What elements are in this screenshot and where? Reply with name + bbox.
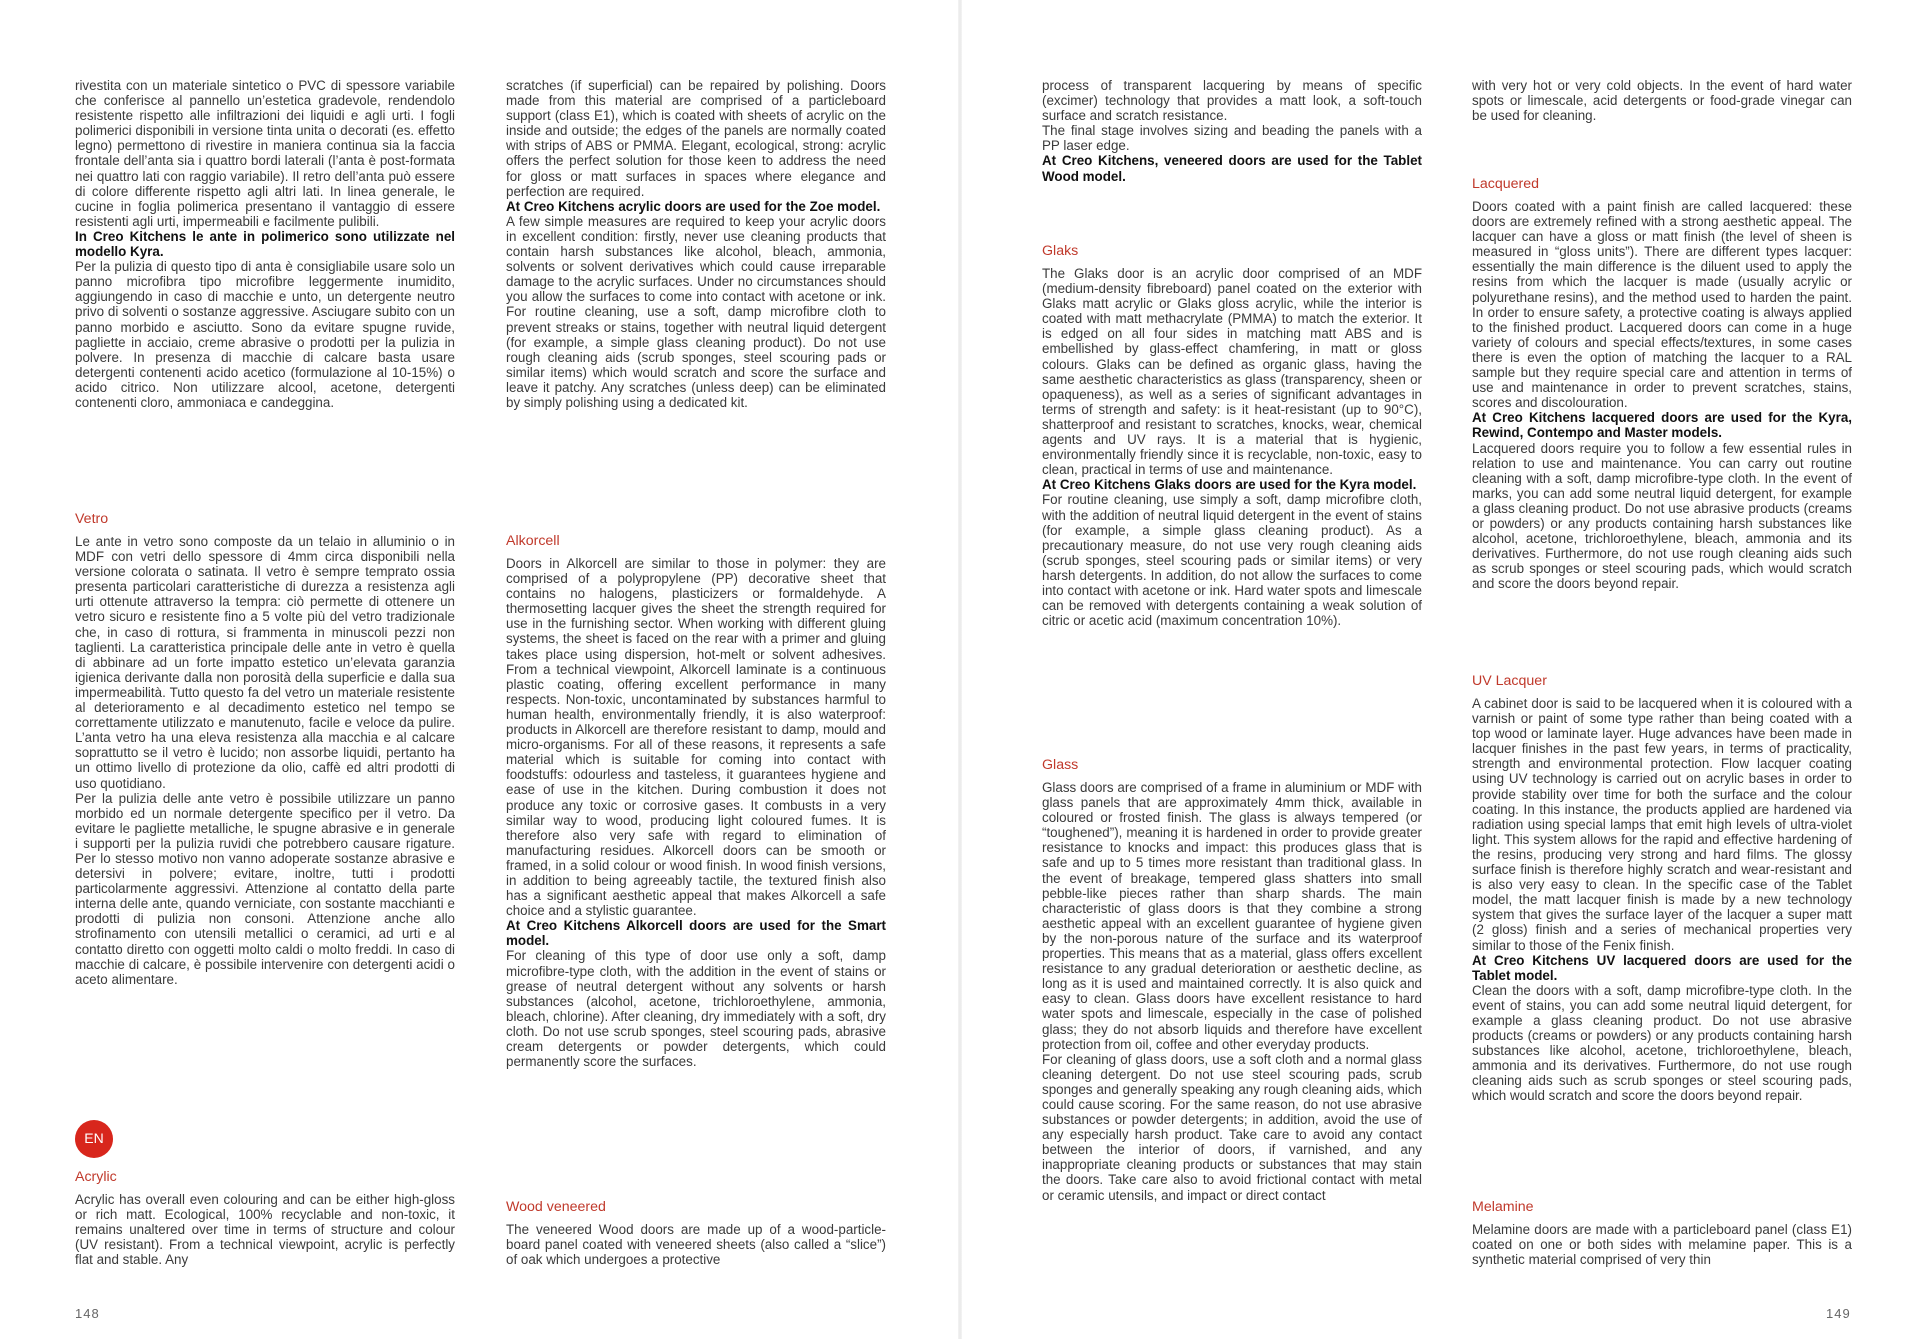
- paragraph: Acrylic has overall even colouring and can be either high-gloss or rich matt. Ecological, 100% recyclable and non-toxic, it remains unaltered over time in terms of structure and colour (UV resistant). From a technical viewpoint, acrylic is perfectly flat and stable. Any: [75, 1192, 455, 1268]
- paragraph: The final stage involves sizing and beading the panels with a PP laser edge.: [1042, 123, 1422, 154]
- paragraph: with very hot or very cold objects. In the event of hard water spots or limescale, acid detergents or food-grade vinegar can be used for cleaning.: [1472, 78, 1852, 124]
- paragraph: For cleaning of this type of door use only a soft, damp microfibre-type cloth, with the addition in the event of stains or grease of neutral detergent without any solvents or harsh substances (alcohol, acetone, trichloroethylene, ammonia, bleach, chlorine). After cleaning, dry immediately with a soft, dry cloth. Do not use scrub sponges, steel scouring pads, abrasive cream detergents or powder detergents, which could permanently score the surfaces.: [506, 948, 886, 1070]
- language-badge-icon: EN: [75, 1120, 113, 1158]
- paragraph: Clean the doors with a soft, damp microfibre-type cloth. In the event of stains, you can add some neutral liquid detergent, for example a glass cleaning product. Do not use abrasive products (creams or powders) or any products containing harsh substances like alcohol, acetone, trichloroethylene, bleach, ammonia and its derivatives. Furthermore, do not use rough cleaning aids such as scrub sponges or steel scouring pads, which would scratch and score the doors beyond repair.: [1472, 982, 1852, 1104]
- paragraph: process of transparent lacquering by means of specific (excimer) technology that provides a matt look, a soft-touch surface and scratch resistance.: [1042, 78, 1422, 124]
- paragraph: Le ante in vetro sono composte da un telaio in alluminio o in MDF con vetri dello spessore di 4mm circa disponibili nella versione colorata o satinata. Il vetro è sempre temprato ossia presenta particolari caratteristiche di durezza a resistenza agli urti ottenute attraverso la tempra: ciò permette di ottenere un vetro sicuro e resistente fino a 5 volte più del vetro tradizionale che, in caso di rottura, si frammenta in minuscoli pezzi non taglienti. La caratteristica principale delle ante in vetro è quella di abbinare ad un forte impatto estetico un’elevata garanzia igienica derivante dalla non porosità della superficie e dalla sua impermeabilità. Tutto questo fa del vetro un materiale resistente al deterioramento e al decadimento estetico nel tempo se correttamente utilizzato e manutenuto, facile e veloce da pulire. L’anta vetro ha una eleva resistenza alla macchia e al calcare soprattutto se il vetro è lucido; non assorbe liquidi, pertanto ha un ottimo livello di protezione da olio, caffè ed altri prodotti di uso quotidiano.: [75, 534, 455, 791]
- paragraph: The veneered Wood doors are made up of a wood-particle-board panel coated with veneered sheets (also called a “slice”) of oak which undergoes a protective: [506, 1222, 886, 1268]
- vetro-section: [75, 510, 455, 987]
- paragraph: The Glaks door is an acrylic door comprised of an MDF (medium-density fibreboard) panel coated on the exterior with Glaks matt acrylic or Glaks gloss acrylic, while the interior is coated with matt methacrylate (PMMA) to match the exterior. It is edged on all four sides in matching matt ABS and is embellished by glass-effect chamfering, in matt or gloss colours. Glaks can be defined as organic glass, having the same aesthetic characteristics as glass (transparency, sheen or opaqueness), as well as a series of significant advantages in terms of strength and safety: is it heat-resistant (up to 90°C), shatterproof and resistant to scratches, knocks, wear, chemical agents and UV rays. It is a material that is hygienic, environmentally friendly since it is recyclable, non-toxic, easy to clean, practical in terms of use and maintenance.: [1042, 266, 1422, 478]
- glass-continued: [1472, 78, 1852, 123]
- paragraph: Glass doors are comprised of a frame in aluminium or MDF with glass panels that are approximately 4mm thick, available in coloured or frosted finish. The glass is always tempered (or “toughened”), meaning it is hardened in order to provide greater resistance to knocks and impact: this produces glass that is safe and up to 5 times more resistant than traditional glass. In the event of breakage, tempered glass shatters into small pebble-like pieces rather than sharp shards. The main characteristic of glass doors is that they combine a strong aesthetic appeal with an excellent guarantee of hygiene given by the non-porous nature of the surface and its waterproof properties. This means that as a material, glass offers excellent resistance to any gradual deterioration or aesthetic decline, as long as it is used and maintained correctly. It is also quick and easy to clean. Glass doors have excellent resistance to hard water spots and limescale, especially in the case of polished glass; they do not absorb liquids and therefore have excellent protection from oil, coffee and other everyday products.: [1042, 780, 1422, 1052]
- melamine-section: [1472, 1198, 1852, 1267]
- model-note: At Creo Kitchens lacquered doors are used for the Kyra, Rewind, Contempo and Master models.: [1472, 410, 1852, 441]
- section-heading-melamine: Melamine: [1472, 1199, 1534, 1215]
- model-note: In Creo Kitchens le ante in polimerico sono utilizzate nel modello Kyra.: [75, 228, 455, 260]
- model-note: At Creo Kitchens acrylic doors are used for the Zoe model.: [506, 198, 881, 214]
- model-note: At Creo Kitchens, veneered doors are used for the Tablet Wood model.: [1042, 153, 1422, 184]
- paragraph: A few simple measures are required to keep your acrylic doors in excellent condition: firstly, never use cleaning products that contain harsh substances like alcohol, bleach, ammonia, solvents or solvent derivatives which could cause irreparable damage to the acrylic surfaces. Under no circumstances should you allow the surfaces to come into contact with acetone or ink. For routine cleaning, use a soft, damp microfibre cloth to prevent streaks or stains, together with neutral liquid detergent (for example, a simple glass cleaning product). Do not use rough cleaning aids (scrub sponges, steel scouring pads or similar items) which would scratch and score the surface and leave it patchy. Any scratches (unless deep) can be eliminated by simply polishing using a dedicated kit.: [506, 213, 886, 410]
- model-note: At Creo Kitchens Glaks doors are used for the Kyra model.: [1042, 477, 1417, 493]
- uv-lacquer-section: [1472, 672, 1852, 1104]
- right-page: [960, 0, 1920, 1339]
- lacquered-section: [1472, 175, 1852, 591]
- section-heading-acrylic: Acrylic: [75, 1169, 117, 1185]
- paragraph: Doors coated with a paint finish are called lacquered: these doors are extremely refined with a strong aesthetic appeal. The lacquer can have a gloss or matt finish (the level of sheen is measured in “gloss units”). There are different types lacquer: essentially the main difference is the diluent used to apply the resins from which the lacquer is made (usually acrylic or polyurethane resins), and the method used to harden the paint. In order to ensure safety, a protective coating is always applied to the finished product. Lacquered doors can come in a huge variety of colours and special effects/textures, in some cases there is even the option of matching the lacquer to a RAL sample but they require special care and attention in terms of use and maintenance in order to prevent scratches, stains, scores and discolouration.: [1472, 199, 1852, 411]
- section-heading-uv-lacquer: UV Lacquer: [1472, 673, 1547, 689]
- paragraph: Lacquered doors require you to follow a few essential rules in relation to use and maintenance. You can carry out routine cleaning with a soft, damp microfibre-type cloth. In the event of marks, you can add some neutral liquid detergent, for example a glass cleaning product. Do not use abrasive products (creams or powders) or any products containing harsh substances like alcohol, acetone, trichloroethylene, bleach, ammonia and its derivatives. Furthermore, do not use rough cleaning aids such as scrub sponges or steel scouring pads, which would scratch and score the doors beyond repair.: [1472, 440, 1852, 592]
- glass-section: [1042, 756, 1422, 1203]
- paragraph: Melamine doors are made with a particleboard panel (class E1) coated on one or both sides with melamine paper. This is a synthetic material comprised of very thin: [1472, 1222, 1852, 1268]
- page-number-right: 149: [1826, 1306, 1851, 1321]
- paragraph: For routine cleaning, use simply a soft, damp microfibre cloth, with the addition of neutral liquid detergent in the event of stains (for example, a simple glass cleaning product). As a precautionary measure, do not use very rough cleaning aids (scrub sponges, steel scouring pads or similar items) or very harsh detergents. In addition, do not allow the surfaces to come into contact with acetone or ink. Hard water spots and limescale can be removed with detergents containing a weak solution of citric or acetic acid (maximum concentration 10%).: [1042, 492, 1422, 629]
- section-heading-vetro: Vetro: [75, 511, 109, 527]
- paragraph: A cabinet door is said to be lacquered when it is coloured with a varnish or paint of some type rather than being coated with a top wood or laminate layer. Huge advances have been made in lacquer finishes in the past few years, in terms of practicality, strength and environmental protection. Flow lacquer coating using UV technology is carried out on acrylic bases in order to provide stability over time for both the surface and the colour coating. In this instance, the products applied are hardened via radiation using special lamps that emit high levels of ultra-violet light. This system allows for the rapid and effective hardening of the resins, producing very strong and hard films. The glossy surface finish is therefore highly scratch and wear-resistant and is also very easy to clean. In the specific case of the Tablet model, the matt lacquer finish is made by a new technology system that gives the surface layer of the lacquer a super matt (2 gloss) finish and a series of mechanical properties very similar to those of the Fenix finish.: [1472, 696, 1852, 953]
- wood-veneered-section: [506, 1198, 886, 1267]
- section-heading-wood-veneered: Wood veneered: [506, 1199, 606, 1215]
- paragraph: Doors in Alkorcell are similar to those in polymer: they are comprised of a polypropylene (PP) decorative sheet that contains no halogens, plasticizers or formaldehyde. A thermosetting lacquer gives the sheet the strength required for use in the furnishing sector. When working with different gluing systems, the sheet is faced on the rear with a primer and gluing takes place using dispersion, hot-melt or solvent adhesives. From a technical viewpoint, Alkorcell laminate is a continuous plastic coating, offering excellent performance in many respects. Non-toxic, uncontaminated by substances harmful to human health, environmentally friendly, it is also waterproof: products in Alkorcell are therefore resistant to damp, mould and micro-organisms. For all of these reasons, it represents a safe material which is suitable for coming into contact with foodstuffs: odourless and tasteless, it guarantees hygiene and ease of use in the kitchen. During combustion it does not produce any toxic or corrosive gases. It combusts in a very similar way to wood, producing light coloured fumes. It is therefore also very safe with regard to elimination of manufacturing residues. Alkorcell doors can be smooth or framed, in a solid colour or wood finish. In wood finish versions, in addition to being agreeably tactile, the textured finish also has a significant aesthetic appeal that makes Alkorcell a safe choice and a stylistic guarantee.: [506, 556, 886, 919]
- polimerico-section: [75, 78, 455, 410]
- model-note: At Creo Kitchens Alkorcell doors are used for the Smart model.: [506, 918, 886, 949]
- page-number-left: 148: [75, 1306, 100, 1321]
- acrylic-continued: [506, 78, 886, 410]
- section-heading-glass: Glass: [1042, 757, 1079, 773]
- glaks-section: [1042, 242, 1422, 628]
- model-note: At Creo Kitchens UV lacquered doors are used for the Tablet model.: [1472, 952, 1852, 983]
- paragraph: scratches (if superficial) can be repaired by polishing. Doors made from this material are comprised of a particleboard support (class E1), which is coated with sheets of acrylic on the inside and outside; the edges of the panels are normally coated with strips of ABS or PMMA. Elegant, ecological, strong: acrylic offers the perfect solution for those keen to address the need for gloss or matt surfaces in spaces where elegance and perfection are required.: [506, 78, 886, 199]
- section-heading-glaks: Glaks: [1042, 243, 1079, 259]
- paragraph: For cleaning of glass doors, use a soft cloth and a normal glass cleaning detergent. Do not use steel scouring pads, scrub sponges and generally speaking any rough cleaning aids, which could cause scoring. For the same reason, do not use abrasive substances or powder detergents; in addition, avoid the use of any especially harsh product. Take care to avoid any contact between the interior of doors, if varnished, and any inappropriate cleaning products or substances that may stain the doors. Take care also to avoid frictional contact with metal or ceramic utensils, and impact or direct contact: [1042, 1051, 1422, 1203]
- paragraph: Per la pulizia di questo tipo di anta è consigliabile usare solo un panno microfibra tipo microfibre leggermente inumidito, aggiungendo in caso di macchie e unto, un detergente neutro privo di solventi o sostanze aggressive. Asciugare subito con un panno morbido e asciutto. Sono da evitare spugne ruvide, pagliette in acciaio, creme abrasive o prodotti per la pulizia in polvere. In presenza di macchie di calcare basta usare detergenti contenenti acido acetico (formulazione al 10-15%) o acido citrico. Non utilizzare alcool, acetone, detergenti contenenti cloro, ammoniaca e candeggina.: [75, 259, 455, 410]
- wood-veneered-continued: [1042, 78, 1422, 184]
- paragraph: rivestita con un materiale sintetico o PVC di spessore variabile che conferisce al pannello un’estetica gradevole, rendendolo resistente rispetto alle infiltrazioni dei liquidi e agli urti. I fogli polimerici disponibili in versione tinta unita o decorati (es. effetto legno) permettono di rivestire in maniera continua sia la faccia frontale dell’anta sia i quattro bordi laterali (l’anta è post-formata nei quattro lati con raggio variabile). Il retro dell’anta può essere di colore differente rispetto agli altri lati. In linea generale, le cucine in foglia polimerica presentano il vantaggio di essere resistenti agli urti, impermeabili e facilmente pulibili.: [75, 78, 455, 229]
- acrylic-section: [75, 1168, 455, 1267]
- paragraph: Per la pulizia delle ante vetro è possibile utilizzare un panno morbido ed un normale detergente specifico per il vetro. Da evitare le pagliette metalliche, le spugne abrasive e in generale i supporti per la pulizia ruvidi che potrebbero causare rigature. Per lo stesso motivo non vanno adoperate sostanze abrasive e detersivi in polvere; evitare, inoltre, tutti i prodotti particolarmente aggressivi. Attenzione al contatto della parte interna delle ante, quando verniciate, con sostante macchianti e prodotti di pulizia non consoni. Attenzione anche allo strofinamento con utensili metallici o ceramici, ad urti e al contatto diretto con oggetti molto caldi o molto freddi. In caso di macchie di calcare, è possibile intervenire con detergenti acidi o aceto alimentare.: [75, 790, 455, 987]
- section-heading-alkorcell: Alkorcell: [506, 533, 560, 549]
- alkorcell-section: [506, 532, 886, 1069]
- section-heading-lacquered: Lacquered: [1472, 176, 1540, 192]
